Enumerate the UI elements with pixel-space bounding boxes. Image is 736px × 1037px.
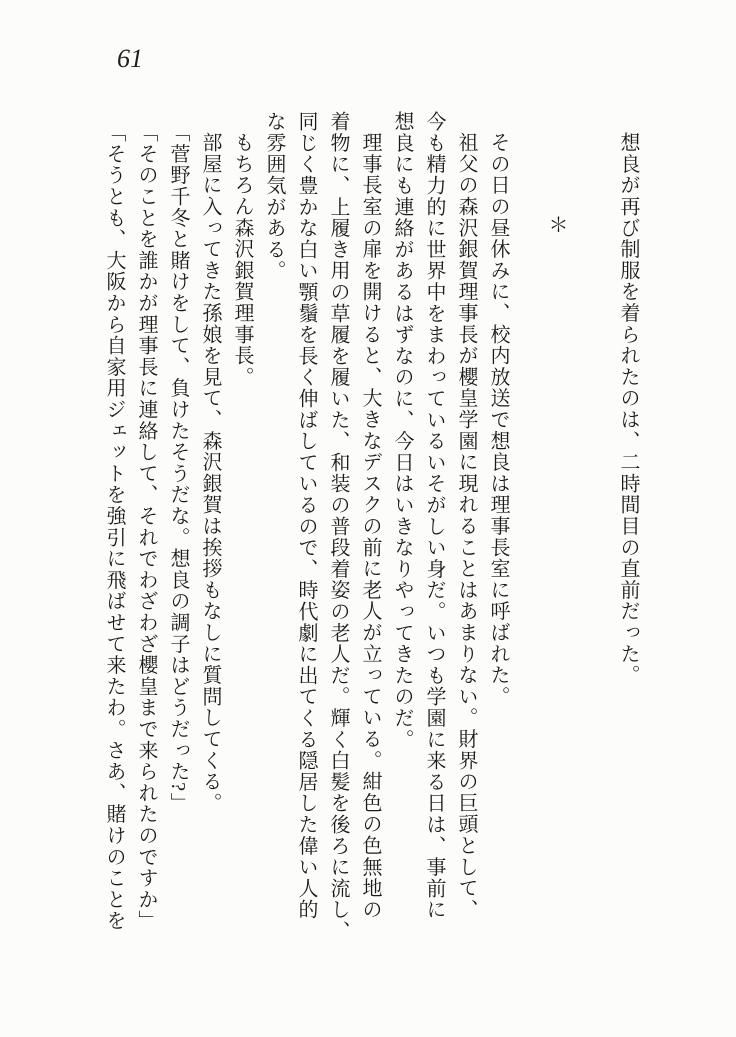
dialogue-line-2: 「そのことを誰かが理事長に連絡して、それでわざわざ櫻皇まで来られたのですか」 — [135, 122, 157, 932]
scene-break-mark: ＊ — [545, 214, 567, 234]
paragraph-line-8: 同じく豊かな白い顎鬚を長く伸ばしているので、時代劇に出てくる隠居した偉い人的 — [295, 111, 317, 921]
paragraph-line-10: もちろん森沢銀賀理事長。 — [231, 132, 253, 388]
paragraph-line-5: 想良にも連絡があるはずなのに、今日はいきなりやってきたのだ。 — [391, 111, 413, 750]
paragraph-line-1: 想良が再び制服を着られたのは、二時間目の直前だった。 — [617, 132, 639, 686]
paragraph-line-6: 理事長室の扉を開けると、大きなデスクの前に老人が立っている。紺色の色無地の — [359, 132, 381, 921]
paragraph-line-7: 着物に、上履き用の草履を履いた、和装の普段着姿の老人だ。輝く白髪を後ろに流し、 — [327, 111, 349, 942]
paragraph-line-9: な雰囲気がある。 — [263, 111, 285, 282]
paragraph-line-2: その日の昼休みに、校内放送で想良は理事長室に呼ばれた。 — [487, 132, 509, 708]
page-text — [98, 111, 644, 942]
paragraph-line-3: 祖父の森沢銀賀理事長が櫻皇学園に現れることはあまりない。財界の巨頭として、 — [455, 132, 477, 921]
paragraph-line-11: 部屋に入ってきた孫娘を見て、森沢銀賀は挨拶もなしに質問してくる。 — [199, 132, 221, 814]
dialogue-line-1: 「菅野千冬と賭けをして、負けたそうだな。想良の調子はどうだった?」 — [167, 122, 189, 814]
paragraph-line-4: 今も精力的に世界中をまわっているいそがしい身だ。いつも学園に来る日は、事前に — [423, 111, 445, 921]
dialogue-line-3: 「そうとも、大阪から自家用ジェットを強引に飛ばせて来たわ。さあ、賭けのことを — [103, 122, 125, 932]
page-number: 61 — [117, 44, 143, 73]
